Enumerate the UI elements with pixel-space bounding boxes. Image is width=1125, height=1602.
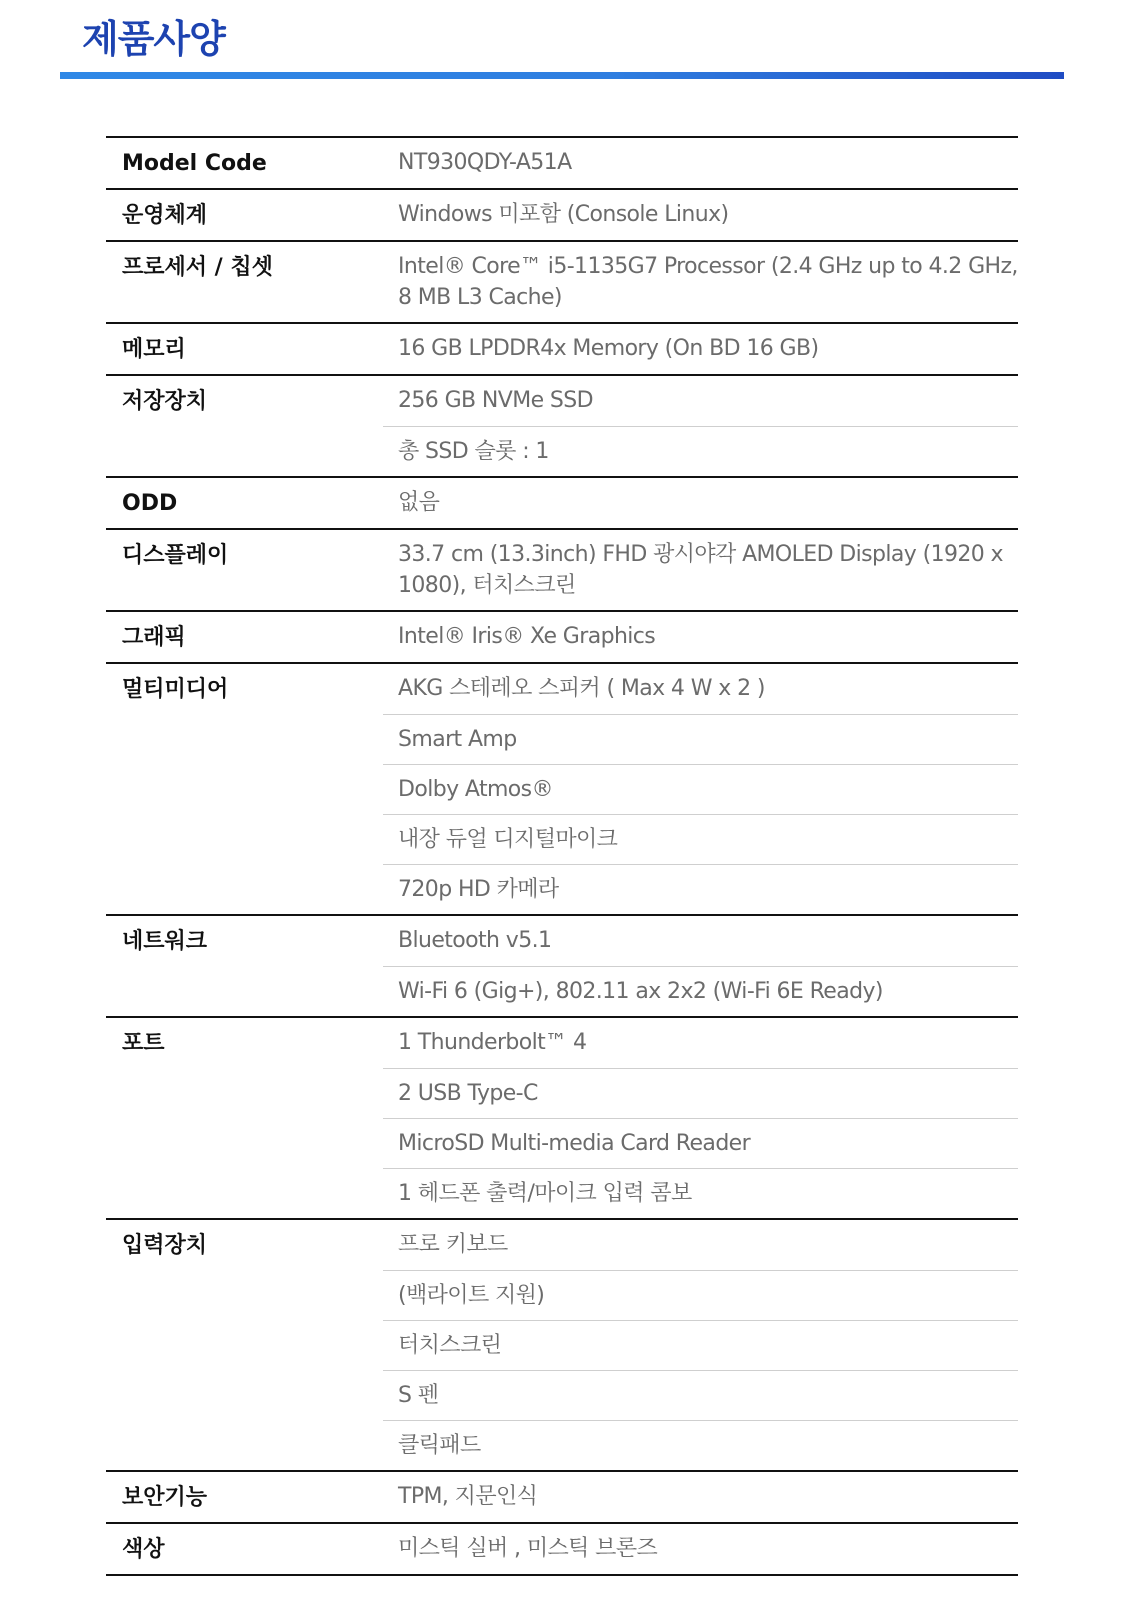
spec-values <box>383 530 1018 610</box>
spec-value: AKG 스테레오 스피커 ( Max 4 W x 2 ) <box>398 676 765 701</box>
spec-row <box>106 374 1018 476</box>
spec-values <box>383 376 1018 476</box>
spec-label: 메모리 <box>122 337 186 362</box>
spec-row <box>106 610 1018 662</box>
spec-value: 16 GB LPDDR4x Memory (On BD 16 GB) <box>398 336 819 361</box>
spec-values <box>383 1018 1018 1218</box>
spec-label: 멀티미디어 <box>122 677 229 702</box>
spec-value: Bluetooth v5.1 <box>398 928 552 953</box>
spec-value: 터치스크린 <box>383 1320 1018 1370</box>
spec-label: 디스플레이 <box>122 543 229 568</box>
spec-label: 네트워크 <box>122 929 208 954</box>
spec-label: 포트 <box>122 1031 165 1056</box>
spec-value: S 펜 <box>383 1370 1018 1420</box>
page-header <box>60 0 1064 82</box>
spec-values <box>383 612 1018 662</box>
spec-label: 프로세서 / 칩셋 <box>122 255 273 280</box>
spec-value: 총 SSD 슬롯 : 1 <box>383 426 1018 476</box>
spec-row <box>106 240 1018 322</box>
spec-value: TPM, 지문인식 <box>398 1484 538 1509</box>
spec-value: 1 Thunderbolt™ 4 <box>398 1030 587 1055</box>
spec-value: 2 USB Type-C <box>383 1068 1018 1118</box>
spec-row <box>106 188 1018 240</box>
spec-values <box>383 664 1018 914</box>
spec-value: 내장 듀얼 디지털마이크 <box>383 814 1018 864</box>
spec-value: Wi-Fi 6 (Gig+), 802.11 ax 2x2 (Wi-Fi 6E Ready) <box>383 966 1018 1016</box>
spec-value: 720p HD 카메라 <box>383 864 1018 914</box>
spec-value: Intel® Core™ i5-1135G7 Processor (2.4 GHz up to 4.2 GHz, 8 MB L3 Cache) <box>398 254 1018 310</box>
spec-label: 보안기능 <box>122 1485 208 1510</box>
spec-label: 저장장치 <box>122 389 208 414</box>
spec-value: Dolby Atmos® <box>383 764 1018 814</box>
spec-label: 색상 <box>122 1537 165 1562</box>
spec-values <box>383 190 1018 240</box>
spec-row <box>106 1218 1018 1470</box>
spec-value: NT930QDY-A51A <box>398 150 572 175</box>
spec-row <box>106 1470 1018 1522</box>
spec-row <box>106 662 1018 914</box>
spec-row <box>106 1522 1018 1576</box>
spec-value: 없음 <box>398 490 440 515</box>
spec-values <box>383 138 1018 188</box>
spec-value: Intel® Iris® Xe Graphics <box>398 624 656 649</box>
spec-label: Model Code <box>122 151 267 176</box>
spec-value: 클릭패드 <box>383 1420 1018 1470</box>
spec-values <box>383 1524 1018 1574</box>
title-underline-bar <box>60 72 1064 79</box>
spec-values <box>383 1472 1018 1522</box>
spec-label: 그래픽 <box>122 625 186 650</box>
spec-value: 256 GB NVMe SSD <box>398 388 594 413</box>
spec-value: 1 헤드폰 출력/마이크 입력 콤보 <box>383 1168 1018 1218</box>
spec-label: ODD <box>122 491 178 516</box>
spec-value: MicroSD Multi-media Card Reader <box>383 1118 1018 1168</box>
spec-row <box>106 1016 1018 1218</box>
spec-label: 입력장치 <box>122 1233 208 1258</box>
page-title: 제품사양 <box>82 17 225 61</box>
spec-values <box>383 324 1018 374</box>
spec-row <box>106 476 1018 528</box>
spec-table <box>106 136 1018 1576</box>
spec-value: 프로 키보드 <box>398 1232 508 1257</box>
spec-values <box>383 242 1018 322</box>
spec-row <box>106 528 1018 610</box>
spec-value: Smart Amp <box>383 714 1018 764</box>
spec-value: 33.7 cm (13.3inch) FHD 광시야각 AMOLED Display (1920 x 1080), 터치스크린 <box>398 542 1003 598</box>
spec-value: (백라이트 지원) <box>383 1270 1018 1320</box>
spec-value: Windows 미포함 (Console Linux) <box>398 202 729 227</box>
spec-values <box>383 478 1018 528</box>
spec-values <box>383 916 1018 1016</box>
spec-row <box>106 136 1018 188</box>
spec-row <box>106 914 1018 1016</box>
spec-row <box>106 322 1018 374</box>
spec-label: 운영체계 <box>122 203 208 228</box>
spec-value: 미스틱 실버 , 미스틱 브론즈 <box>398 1536 658 1561</box>
spec-values <box>383 1220 1018 1470</box>
